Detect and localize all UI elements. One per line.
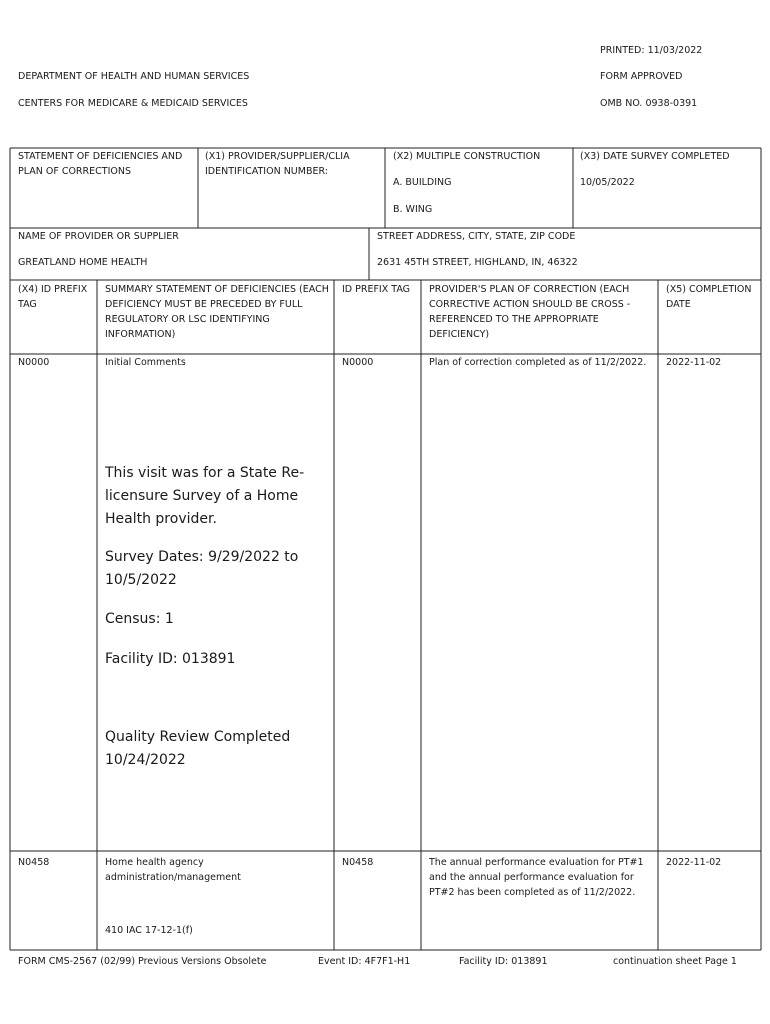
row1-tag: N0000 — [18, 357, 50, 368]
row1-survey-dates: Survey Dates: 9/29/2022 to 10/5/2022 — [105, 549, 299, 588]
row1-completion-date: 2022-11-02 — [666, 357, 722, 368]
row2-regulation-ref: 410 IAC 17-12-1(f) — [105, 925, 193, 936]
footer-form-id: FORM CMS-2567 (02/99) Previous Versions Obsolete — [18, 956, 267, 967]
row2-tag: N0458 — [18, 857, 50, 868]
provider-name-label: NAME OF PROVIDER OR SUPPLIER — [18, 231, 179, 242]
row1-survey-note: This visit was for a State Re-licensure Survey of a Home Health provider. — [105, 465, 305, 527]
footer-page-number: continuation sheet Page 1 — [613, 956, 737, 967]
x2-label: (X2) MULTIPLE CONSTRUCTION — [393, 151, 541, 162]
row2-plan: The annual performance evaluation for PT#1 and the annual performance evaluation for PT#2 has been completed as of 11/2/2022. — [429, 857, 644, 898]
footer-event-id: Event ID: 4F7F1-H1 — [318, 956, 411, 967]
address-label: STREET ADDRESS, CITY, STATE, ZIP CODE — [377, 231, 576, 242]
wing-label: B. WING — [393, 204, 433, 215]
row1-facility-id: Facility ID: 013891 — [105, 651, 236, 667]
provider-address: 2631 45TH STREET, HIGHLAND, IN, 46322 — [377, 257, 578, 268]
row2-completion-date: 2022-11-02 — [666, 857, 722, 868]
footer-facility-id: Facility ID: 013891 — [459, 956, 548, 967]
row2-summary-title: Home health agency administration/management — [105, 857, 241, 883]
row2-id-tag: N0458 — [342, 857, 374, 868]
provider-name: GREATLAND HOME HEALTH — [18, 257, 148, 268]
department-name: DEPARTMENT OF HEALTH AND HUMAN SERVICES — [18, 71, 250, 82]
row1-plan: Plan of correction completed as of 11/2/2022. — [429, 357, 647, 368]
row1-summary-title: Initial Comments — [105, 357, 186, 368]
plan-header: PROVIDER'S PLAN OF CORRECTION (EACH CORRECTIVE ACTION SHOULD BE CROSS - REFERENCED TO THE APPROPRIATE DEFICIENCY) — [429, 284, 631, 340]
x4-header: (X4) ID PREFIX TAG — [18, 284, 88, 310]
statement-label: STATEMENT OF DEFICIENCIES AND PLAN OF CORRECTIONS — [18, 151, 183, 177]
id-prefix-header: ID PREFIX TAG — [342, 284, 411, 295]
x3-label: (X3) DATE SURVEY COMPLETED — [580, 151, 730, 162]
building-label: A. BUILDING — [393, 177, 452, 188]
centers-name: CENTERS FOR MEDICARE & MEDICAID SERVICES — [18, 98, 248, 109]
survey-completed-date: 10/05/2022 — [580, 177, 635, 188]
row1-quality-review: Quality Review Completed 10/24/2022 — [105, 729, 291, 768]
form-approved: FORM APPROVED — [600, 71, 683, 82]
x5-header: (X5) COMPLETION DATE — [666, 284, 752, 310]
x1-label: (X1) PROVIDER/SUPPLIER/CLIA IDENTIFICATION NUMBER: — [205, 151, 350, 177]
row1-id-tag: N0000 — [342, 357, 374, 368]
row1-census: Census: 1 — [105, 611, 174, 627]
summary-header: SUMMARY STATEMENT OF DEFICIENCIES (EACH DEFICIENCY MUST BE PRECEDED BY FULL REGULATORY OR LSC IDENTIFYING INFORMATION) — [105, 284, 329, 340]
omb-number: OMB NO. 0938-0391 — [600, 98, 698, 109]
printed-date: PRINTED: 11/03/2022 — [600, 45, 703, 56]
